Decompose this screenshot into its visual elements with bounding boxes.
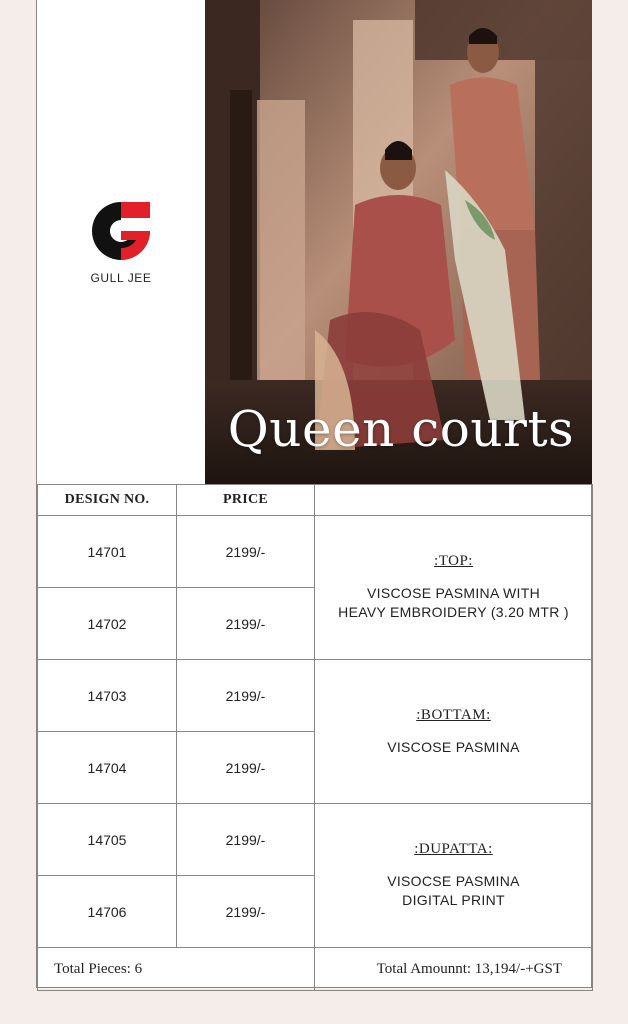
spec-header bbox=[315, 485, 593, 516]
price-cell: 2199/- bbox=[177, 660, 315, 732]
spec-heading-bottom: :BOTTAM: bbox=[416, 706, 491, 723]
spec-line: VISCOSE PASMINA WITH bbox=[367, 585, 540, 601]
brand-name: GULL JEE bbox=[90, 271, 152, 285]
design-no-cell: 14702 bbox=[38, 588, 177, 660]
price-cell: 2199/- bbox=[177, 516, 315, 588]
spec-cell-dupatta bbox=[315, 804, 593, 948]
collection-title: Queen courts bbox=[227, 400, 575, 458]
brand-panel bbox=[37, 0, 205, 484]
table-row bbox=[38, 804, 593, 876]
design-no-cell: 14704 bbox=[38, 732, 177, 804]
spec-line: HEAVY EMBROIDERY (3.20 MTR ) bbox=[338, 604, 569, 620]
design-no-cell: 14706 bbox=[38, 876, 177, 948]
spec-cell-top bbox=[315, 516, 593, 660]
total-pieces: Total Pieces: 6 bbox=[38, 948, 315, 991]
table-row bbox=[38, 516, 593, 588]
spec-text-top bbox=[315, 584, 592, 622]
price-cell: 2199/- bbox=[177, 732, 315, 804]
table-row bbox=[38, 660, 593, 732]
design-no-cell: 14705 bbox=[38, 804, 177, 876]
design-no-cell: 14703 bbox=[38, 660, 177, 732]
spec-line: VISCOSE PASMINA bbox=[387, 738, 520, 755]
spec-heading-dupatta: :DUPATTA: bbox=[414, 841, 493, 857]
spec-cell-bottom bbox=[315, 660, 593, 804]
spec-text-dupatta bbox=[315, 872, 592, 910]
price-cell: 2199/- bbox=[177, 804, 315, 876]
price-cell: 2199/- bbox=[177, 588, 315, 660]
design-no-header: DESIGN NO. bbox=[38, 485, 177, 516]
price-header: PRICE bbox=[177, 485, 315, 516]
design-no-cell: 14701 bbox=[38, 516, 177, 588]
totals-row bbox=[38, 948, 593, 991]
catalog-sheet bbox=[36, 0, 592, 988]
spec-text-bottom bbox=[315, 738, 592, 757]
price-table bbox=[37, 484, 593, 991]
price-cell: 2199/- bbox=[177, 876, 315, 948]
spec-heading-top: :TOP: bbox=[434, 553, 473, 569]
spec-line: VISOCSE PASMINA bbox=[387, 873, 520, 889]
gull-jee-logo-icon bbox=[88, 198, 154, 264]
spec-line: DIGITAL PRINT bbox=[402, 892, 505, 908]
table-header-row bbox=[38, 485, 593, 516]
total-amount: Total Amounnt: 13,194/-+GST bbox=[315, 948, 593, 991]
